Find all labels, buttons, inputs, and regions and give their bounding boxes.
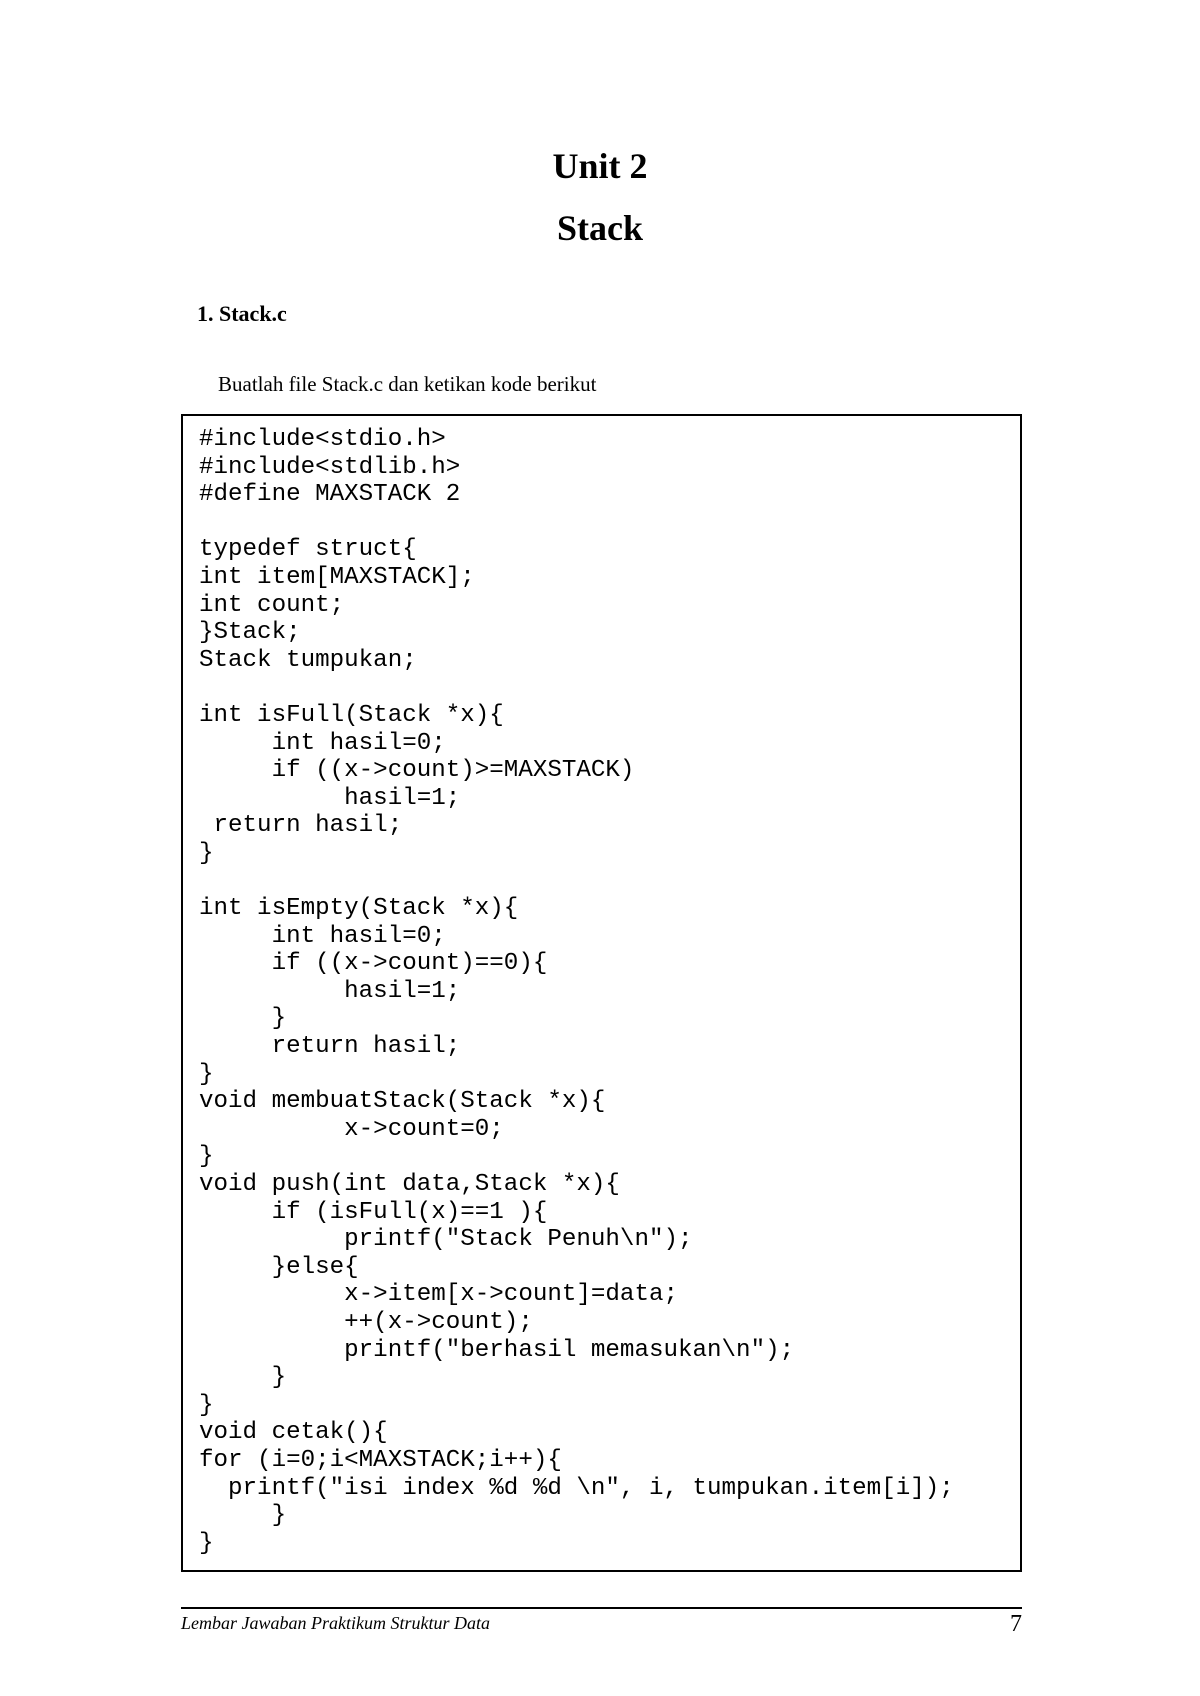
section-heading: 1. Stack.c (197, 301, 287, 326)
footer-text: Lembar Jawaban Praktikum Struktur Data (181, 1613, 490, 1633)
instruction-text: Buatlah file Stack.c dan ketikan kode berikut (218, 372, 597, 396)
code-listing: #include<stdio.h> #include<stdlib.h> #define MAXSTACK 2 typedef struct{ int item[MAXSTACK]; int count; }Stack; Stack tumpukan; int isFull(Stack *x){ int hasil=0; if ((x->count)>=MAXSTACK) hasil=1; return hasil; } int isEmpty(Stack *x){ int hasil=0; if ((x->count)==0){ hasil=1; } return hasil; } void membuatStack(Stack *x){ x->count=0; } void push(int data,Stack *x){ if (isFull(x)==1 ){ printf("Stack Penuh\n"); }else{ x->item[x->count]=data; ++(x->count); printf("berhasil memasukan\n"); } } void cetak(){ for (i=0;i<MAXSTACK;i++){ printf("isi index %d %d \n", i, tumpukan.item[i]); } } (199, 426, 954, 1557)
page-title: Stack (556, 208, 643, 248)
code-box (181, 414, 1022, 1572)
unit-title: Unit 2 (552, 146, 648, 186)
page-number: 7 (1010, 1611, 1022, 1637)
footer-divider (181, 1607, 1022, 1609)
